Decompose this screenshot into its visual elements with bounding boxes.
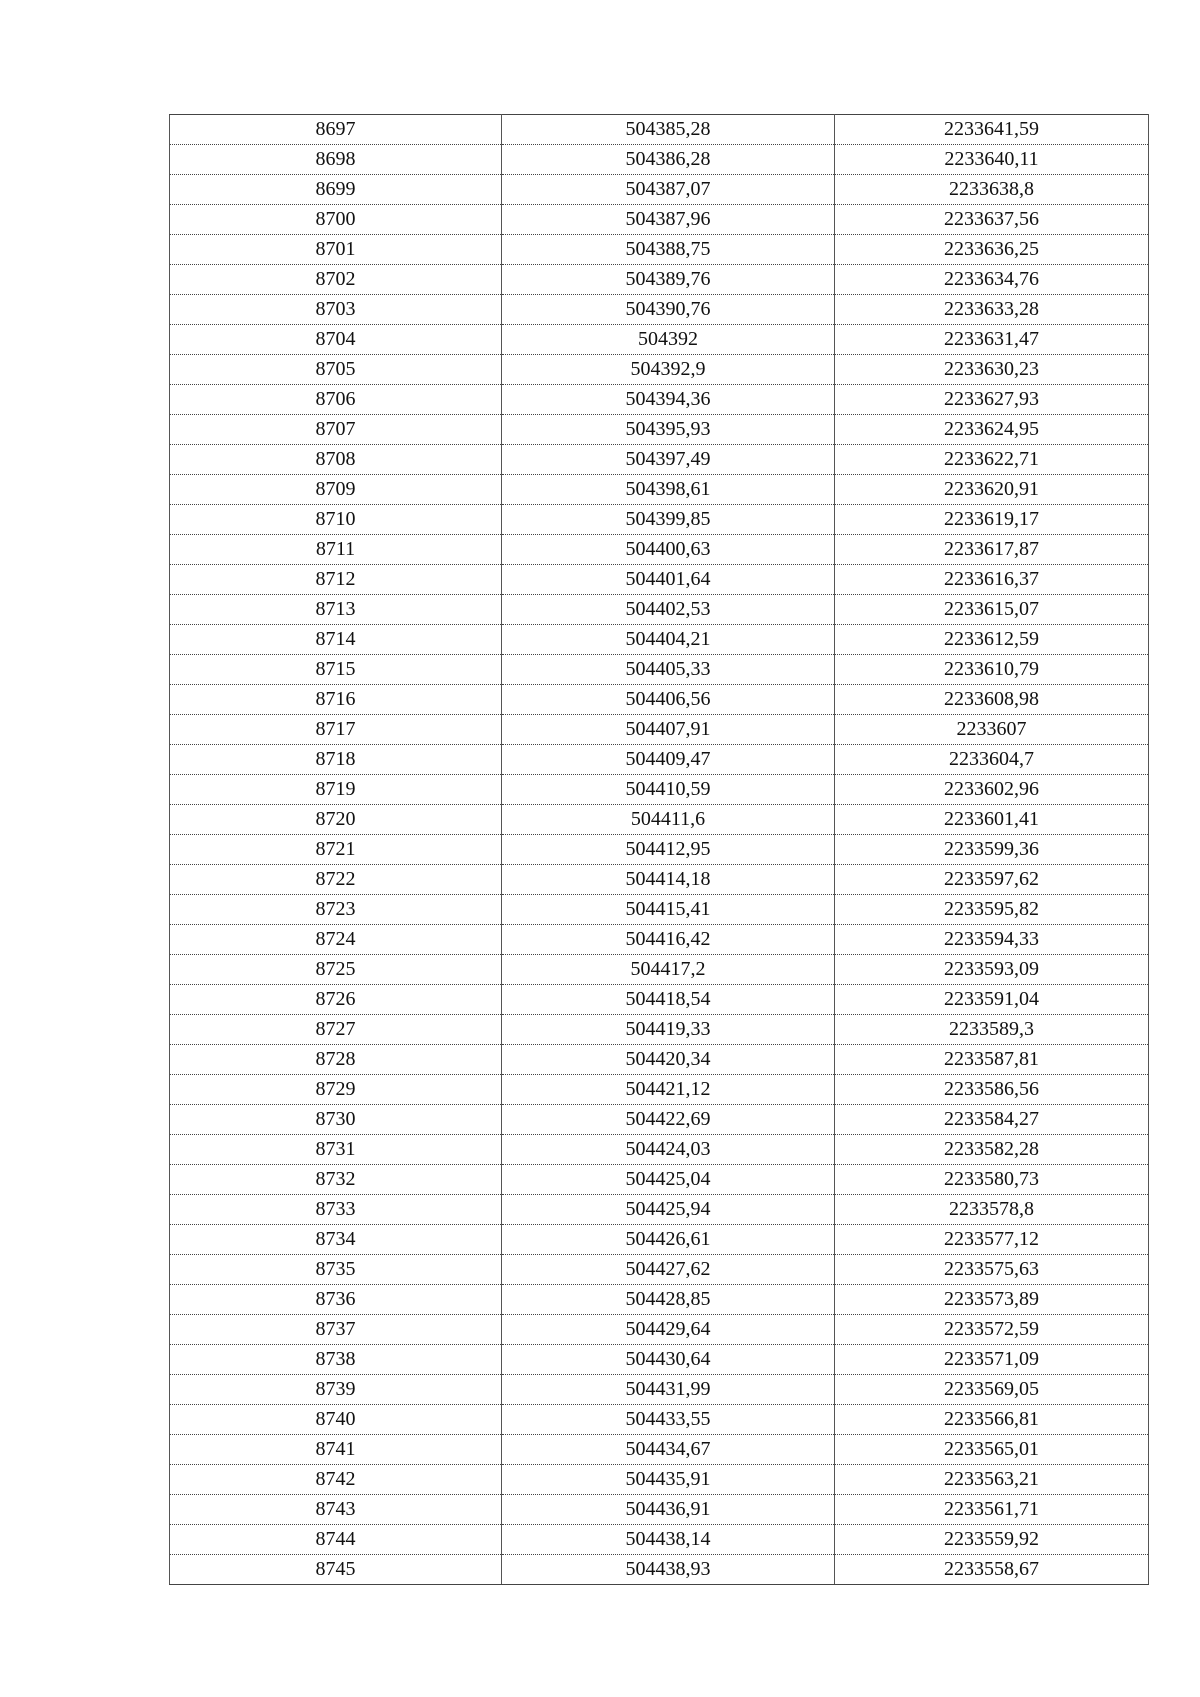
- point-number-cell: 8700: [170, 205, 502, 235]
- table-row: [170, 295, 1149, 325]
- y-coordinate-cell: 2233559,92: [835, 1525, 1149, 1555]
- table-row: [170, 745, 1149, 775]
- y-coordinate-cell: 2233584,27: [835, 1105, 1149, 1135]
- y-coordinate-cell: 2233565,01: [835, 1435, 1149, 1465]
- table-row: [170, 625, 1149, 655]
- table-row: [170, 1375, 1149, 1405]
- y-coordinate-cell: 2233599,36: [835, 835, 1149, 865]
- y-coordinate-cell: 2233640,11: [835, 145, 1149, 175]
- x-coordinate-cell: 504418,54: [502, 985, 835, 1015]
- y-coordinate-cell: 2233566,81: [835, 1405, 1149, 1435]
- point-number-cell: 8745: [170, 1555, 502, 1585]
- point-number-cell: 8719: [170, 775, 502, 805]
- y-coordinate-cell: 2233620,91: [835, 475, 1149, 505]
- x-coordinate-cell: 504392,9: [502, 355, 835, 385]
- table-row: [170, 895, 1149, 925]
- point-number-cell: 8730: [170, 1105, 502, 1135]
- x-coordinate-cell: 504436,91: [502, 1495, 835, 1525]
- coordinates-table-body: [170, 115, 1149, 1585]
- x-coordinate-cell: 504400,63: [502, 535, 835, 565]
- table-row: [170, 325, 1149, 355]
- x-coordinate-cell: 504415,41: [502, 895, 835, 925]
- point-number-cell: 8706: [170, 385, 502, 415]
- point-number-cell: 8707: [170, 415, 502, 445]
- y-coordinate-cell: 2233593,09: [835, 955, 1149, 985]
- x-coordinate-cell: 504386,28: [502, 145, 835, 175]
- x-coordinate-cell: 504388,75: [502, 235, 835, 265]
- y-coordinate-cell: 2233612,59: [835, 625, 1149, 655]
- table-row: [170, 1315, 1149, 1345]
- y-coordinate-cell: 2233638,8: [835, 175, 1149, 205]
- y-coordinate-cell: 2233594,33: [835, 925, 1149, 955]
- point-number-cell: 8712: [170, 565, 502, 595]
- table-row: [170, 1345, 1149, 1375]
- table-row: [170, 205, 1149, 235]
- y-coordinate-cell: 2233607: [835, 715, 1149, 745]
- y-coordinate-cell: 2233586,56: [835, 1075, 1149, 1105]
- table-row: [170, 985, 1149, 1015]
- point-number-cell: 8709: [170, 475, 502, 505]
- x-coordinate-cell: 504412,95: [502, 835, 835, 865]
- point-number-cell: 8726: [170, 985, 502, 1015]
- x-coordinate-cell: 504428,85: [502, 1285, 835, 1315]
- y-coordinate-cell: 2233619,17: [835, 505, 1149, 535]
- y-coordinate-cell: 2233637,56: [835, 205, 1149, 235]
- y-coordinate-cell: 2233569,05: [835, 1375, 1149, 1405]
- y-coordinate-cell: 2233572,59: [835, 1315, 1149, 1345]
- x-coordinate-cell: 504420,34: [502, 1045, 835, 1075]
- y-coordinate-cell: 2233573,89: [835, 1285, 1149, 1315]
- table-row: [170, 925, 1149, 955]
- table-row: [170, 1465, 1149, 1495]
- point-number-cell: 8723: [170, 895, 502, 925]
- y-coordinate-cell: 2233615,07: [835, 595, 1149, 625]
- point-number-cell: 8697: [170, 115, 502, 145]
- table-row: [170, 1555, 1149, 1585]
- x-coordinate-cell: 504410,59: [502, 775, 835, 805]
- table-row: [170, 1435, 1149, 1465]
- table-row: [170, 1015, 1149, 1045]
- table-row: [170, 715, 1149, 745]
- x-coordinate-cell: 504414,18: [502, 865, 835, 895]
- table-row: [170, 1225, 1149, 1255]
- y-coordinate-cell: 2233617,87: [835, 535, 1149, 565]
- x-coordinate-cell: 504422,69: [502, 1105, 835, 1135]
- x-coordinate-cell: 504390,76: [502, 295, 835, 325]
- x-coordinate-cell: 504425,04: [502, 1165, 835, 1195]
- x-coordinate-cell: 504402,53: [502, 595, 835, 625]
- y-coordinate-cell: 2233608,98: [835, 685, 1149, 715]
- x-coordinate-cell: 504399,85: [502, 505, 835, 535]
- x-coordinate-cell: 504429,64: [502, 1315, 835, 1345]
- table-row: [170, 955, 1149, 985]
- y-coordinate-cell: 2233587,81: [835, 1045, 1149, 1075]
- y-coordinate-cell: 2233636,25: [835, 235, 1149, 265]
- y-coordinate-cell: 2233561,71: [835, 1495, 1149, 1525]
- table-row: [170, 385, 1149, 415]
- x-coordinate-cell: 504406,56: [502, 685, 835, 715]
- x-coordinate-cell: 504438,93: [502, 1555, 835, 1585]
- x-coordinate-cell: 504421,12: [502, 1075, 835, 1105]
- point-number-cell: 8713: [170, 595, 502, 625]
- point-number-cell: 8717: [170, 715, 502, 745]
- table-row: [170, 1285, 1149, 1315]
- table-row: [170, 1495, 1149, 1525]
- x-coordinate-cell: 504438,14: [502, 1525, 835, 1555]
- table-row: [170, 505, 1149, 535]
- point-number-cell: 8701: [170, 235, 502, 265]
- y-coordinate-cell: 2233622,71: [835, 445, 1149, 475]
- x-coordinate-cell: 504392: [502, 325, 835, 355]
- x-coordinate-cell: 504431,99: [502, 1375, 835, 1405]
- point-number-cell: 8741: [170, 1435, 502, 1465]
- table-row: [170, 1255, 1149, 1285]
- point-number-cell: 8704: [170, 325, 502, 355]
- table-row: [170, 655, 1149, 685]
- y-coordinate-cell: 2233631,47: [835, 325, 1149, 355]
- x-coordinate-cell: 504407,91: [502, 715, 835, 745]
- point-number-cell: 8740: [170, 1405, 502, 1435]
- table-row: [170, 535, 1149, 565]
- table-row: [170, 1135, 1149, 1165]
- x-coordinate-cell: 504401,64: [502, 565, 835, 595]
- y-coordinate-cell: 2233634,76: [835, 265, 1149, 295]
- point-number-cell: 8698: [170, 145, 502, 175]
- point-number-cell: 8705: [170, 355, 502, 385]
- point-number-cell: 8703: [170, 295, 502, 325]
- y-coordinate-cell: 2233616,37: [835, 565, 1149, 595]
- table-row: [170, 115, 1149, 145]
- point-number-cell: 8735: [170, 1255, 502, 1285]
- point-number-cell: 8714: [170, 625, 502, 655]
- y-coordinate-cell: 2233604,7: [835, 745, 1149, 775]
- point-number-cell: 8736: [170, 1285, 502, 1315]
- y-coordinate-cell: 2233591,04: [835, 985, 1149, 1015]
- point-number-cell: 8715: [170, 655, 502, 685]
- coordinates-table: [169, 114, 1149, 1585]
- table-row: [170, 775, 1149, 805]
- point-number-cell: 8718: [170, 745, 502, 775]
- x-coordinate-cell: 504394,36: [502, 385, 835, 415]
- table-row: [170, 445, 1149, 475]
- point-number-cell: 8737: [170, 1315, 502, 1345]
- y-coordinate-cell: 2233571,09: [835, 1345, 1149, 1375]
- point-number-cell: 8732: [170, 1165, 502, 1195]
- table-row: [170, 1165, 1149, 1195]
- x-coordinate-cell: 504387,07: [502, 175, 835, 205]
- x-coordinate-cell: 504416,42: [502, 925, 835, 955]
- x-coordinate-cell: 504389,76: [502, 265, 835, 295]
- point-number-cell: 8716: [170, 685, 502, 715]
- point-number-cell: 8734: [170, 1225, 502, 1255]
- point-number-cell: 8722: [170, 865, 502, 895]
- table-row: [170, 145, 1149, 175]
- y-coordinate-cell: 2233601,41: [835, 805, 1149, 835]
- point-number-cell: 8721: [170, 835, 502, 865]
- x-coordinate-cell: 504395,93: [502, 415, 835, 445]
- x-coordinate-cell: 504387,96: [502, 205, 835, 235]
- x-coordinate-cell: 504405,33: [502, 655, 835, 685]
- y-coordinate-cell: 2233582,28: [835, 1135, 1149, 1165]
- point-number-cell: 8733: [170, 1195, 502, 1225]
- point-number-cell: 8743: [170, 1495, 502, 1525]
- y-coordinate-cell: 2233610,79: [835, 655, 1149, 685]
- x-coordinate-cell: 504404,21: [502, 625, 835, 655]
- x-coordinate-cell: 504425,94: [502, 1195, 835, 1225]
- y-coordinate-cell: 2233578,8: [835, 1195, 1149, 1225]
- point-number-cell: 8708: [170, 445, 502, 475]
- x-coordinate-cell: 504424,03: [502, 1135, 835, 1165]
- table-row: [170, 1075, 1149, 1105]
- point-number-cell: 8725: [170, 955, 502, 985]
- table-row: [170, 805, 1149, 835]
- point-number-cell: 8702: [170, 265, 502, 295]
- point-number-cell: 8742: [170, 1465, 502, 1495]
- table-row: [170, 835, 1149, 865]
- point-number-cell: 8727: [170, 1015, 502, 1045]
- x-coordinate-cell: 504417,2: [502, 955, 835, 985]
- point-number-cell: 8711: [170, 535, 502, 565]
- x-coordinate-cell: 504411,6: [502, 805, 835, 835]
- y-coordinate-cell: 2233633,28: [835, 295, 1149, 325]
- point-number-cell: 8729: [170, 1075, 502, 1105]
- table-row: [170, 685, 1149, 715]
- x-coordinate-cell: 504398,61: [502, 475, 835, 505]
- y-coordinate-cell: 2233558,67: [835, 1555, 1149, 1585]
- point-number-cell: 8739: [170, 1375, 502, 1405]
- point-number-cell: 8744: [170, 1525, 502, 1555]
- y-coordinate-cell: 2233627,93: [835, 385, 1149, 415]
- table-row: [170, 865, 1149, 895]
- table-row: [170, 475, 1149, 505]
- x-coordinate-cell: 504434,67: [502, 1435, 835, 1465]
- y-coordinate-cell: 2233563,21: [835, 1465, 1149, 1495]
- x-coordinate-cell: 504409,47: [502, 745, 835, 775]
- x-coordinate-cell: 504427,62: [502, 1255, 835, 1285]
- y-coordinate-cell: 2233589,3: [835, 1015, 1149, 1045]
- point-number-cell: 8699: [170, 175, 502, 205]
- y-coordinate-cell: 2233580,73: [835, 1165, 1149, 1195]
- point-number-cell: 8728: [170, 1045, 502, 1075]
- point-number-cell: 8738: [170, 1345, 502, 1375]
- y-coordinate-cell: 2233630,23: [835, 355, 1149, 385]
- table-row: [170, 1195, 1149, 1225]
- point-number-cell: 8731: [170, 1135, 502, 1165]
- y-coordinate-cell: 2233641,59: [835, 115, 1149, 145]
- y-coordinate-cell: 2233575,63: [835, 1255, 1149, 1285]
- y-coordinate-cell: 2233624,95: [835, 415, 1149, 445]
- x-coordinate-cell: 504433,55: [502, 1405, 835, 1435]
- table-row: [170, 235, 1149, 265]
- y-coordinate-cell: 2233595,82: [835, 895, 1149, 925]
- point-number-cell: 8710: [170, 505, 502, 535]
- table-row: [170, 595, 1149, 625]
- table-row: [170, 1045, 1149, 1075]
- table-row: [170, 1405, 1149, 1435]
- y-coordinate-cell: 2233602,96: [835, 775, 1149, 805]
- y-coordinate-cell: 2233577,12: [835, 1225, 1149, 1255]
- table-row: [170, 175, 1149, 205]
- point-number-cell: 8724: [170, 925, 502, 955]
- table-row: [170, 565, 1149, 595]
- table-row: [170, 415, 1149, 445]
- x-coordinate-cell: 504397,49: [502, 445, 835, 475]
- y-coordinate-cell: 2233597,62: [835, 865, 1149, 895]
- x-coordinate-cell: 504435,91: [502, 1465, 835, 1495]
- table-row: [170, 265, 1149, 295]
- table-row: [170, 1525, 1149, 1555]
- x-coordinate-cell: 504430,64: [502, 1345, 835, 1375]
- x-coordinate-cell: 504419,33: [502, 1015, 835, 1045]
- point-number-cell: 8720: [170, 805, 502, 835]
- x-coordinate-cell: 504385,28: [502, 115, 835, 145]
- table-row: [170, 1105, 1149, 1135]
- table-row: [170, 355, 1149, 385]
- x-coordinate-cell: 504426,61: [502, 1225, 835, 1255]
